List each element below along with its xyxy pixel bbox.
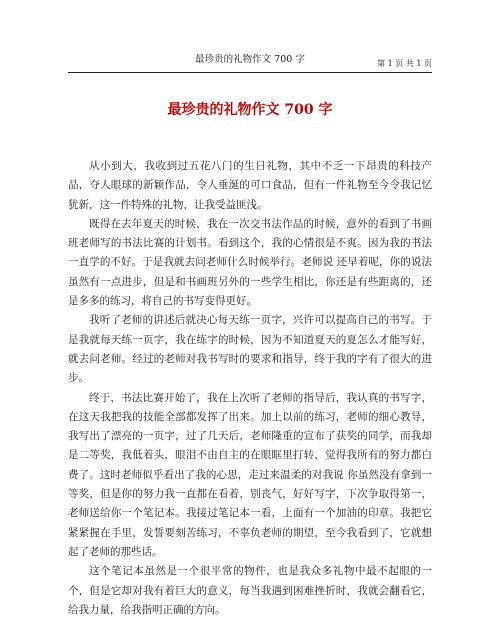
paragraph: 终于，书法比赛开始了，我在上次听了老师的指导后，我认真的书写字，在这天我把我的技能全部都发挥了出来。加上以前的练习，老师的细心教导，我写出了漂亮的一页字，过了几天后，老师隆重的宣布了获奖的同学，而我却是二等奖，我低着头，眼泪不由自主的在眼眶里打转，觉得我所有的努力都白费了。这时老师似乎看出了我的心思，走过来温柔的对我说 你虽然没有拿到一等奖，但是你的努力我一直都在看着，别丧气，好好写字，下次争取得第一，老师送给你一个笔记本。我接过笔记本一看，上面有一个加油的印章。我把它紧紧握在手里，发誓要刻苦练习，不辜负老师的期望，至今我看到了，它就想起了老师的那些话。 [68, 391, 432, 558]
page-header [68, 52, 432, 73]
paragraph: 既得在去年夏天的时候，我在一次交书法作品的时候，意外的看到了书画班老师写的书法比赛的计划书。看到这个，我的心情很是不爽。因为我的书法一直学的不好。于是我就去问老师什么时候举行。老师说 还早着呢，你的说法虽然有一点进步，但是和书画班另外的一些学生相比，你还是有些距离的，还是多多的练习，将自己的书写变得更好。 [68, 217, 432, 308]
document-body [68, 157, 432, 620]
paragraph: 我听了老师的讲述后就决心每天练一页字，兴许可以提高自己的书写。于是我就每天练一页字，我在练字的时候，因为不知道夏天的夏怎么才能写好，就去问老师。经过的老师对我书写时的要求和指导，终于我的字有了很大的进步。 [68, 314, 432, 385]
paragraph: 这个笔记本虽然是一个很平常的物件，也是我众多礼物中最不起眼的一个，但是它却对我有着巨大的意义，每当我遇到困难挫折时，我就会翻看它，给我力量，给我指明正确的方向。 [68, 565, 432, 616]
page-number: 第 1 页 共 1 页 [377, 59, 432, 68]
document-title: 最珍贵的礼物作文 700 字 [167, 102, 333, 118]
header-title: 最珍贵的礼物作文 700 字 [195, 54, 305, 65]
paragraph: 从小到大，我收到过五花八门的生日礼物，其中不乏一下昂贵的科技产品，夺人眼球的新颖作品，令人垂涎的可口食品，但有一件礼物至今令我记忆犹新，这一件特殊的礼物，让我受益匪浅。 [68, 160, 432, 211]
